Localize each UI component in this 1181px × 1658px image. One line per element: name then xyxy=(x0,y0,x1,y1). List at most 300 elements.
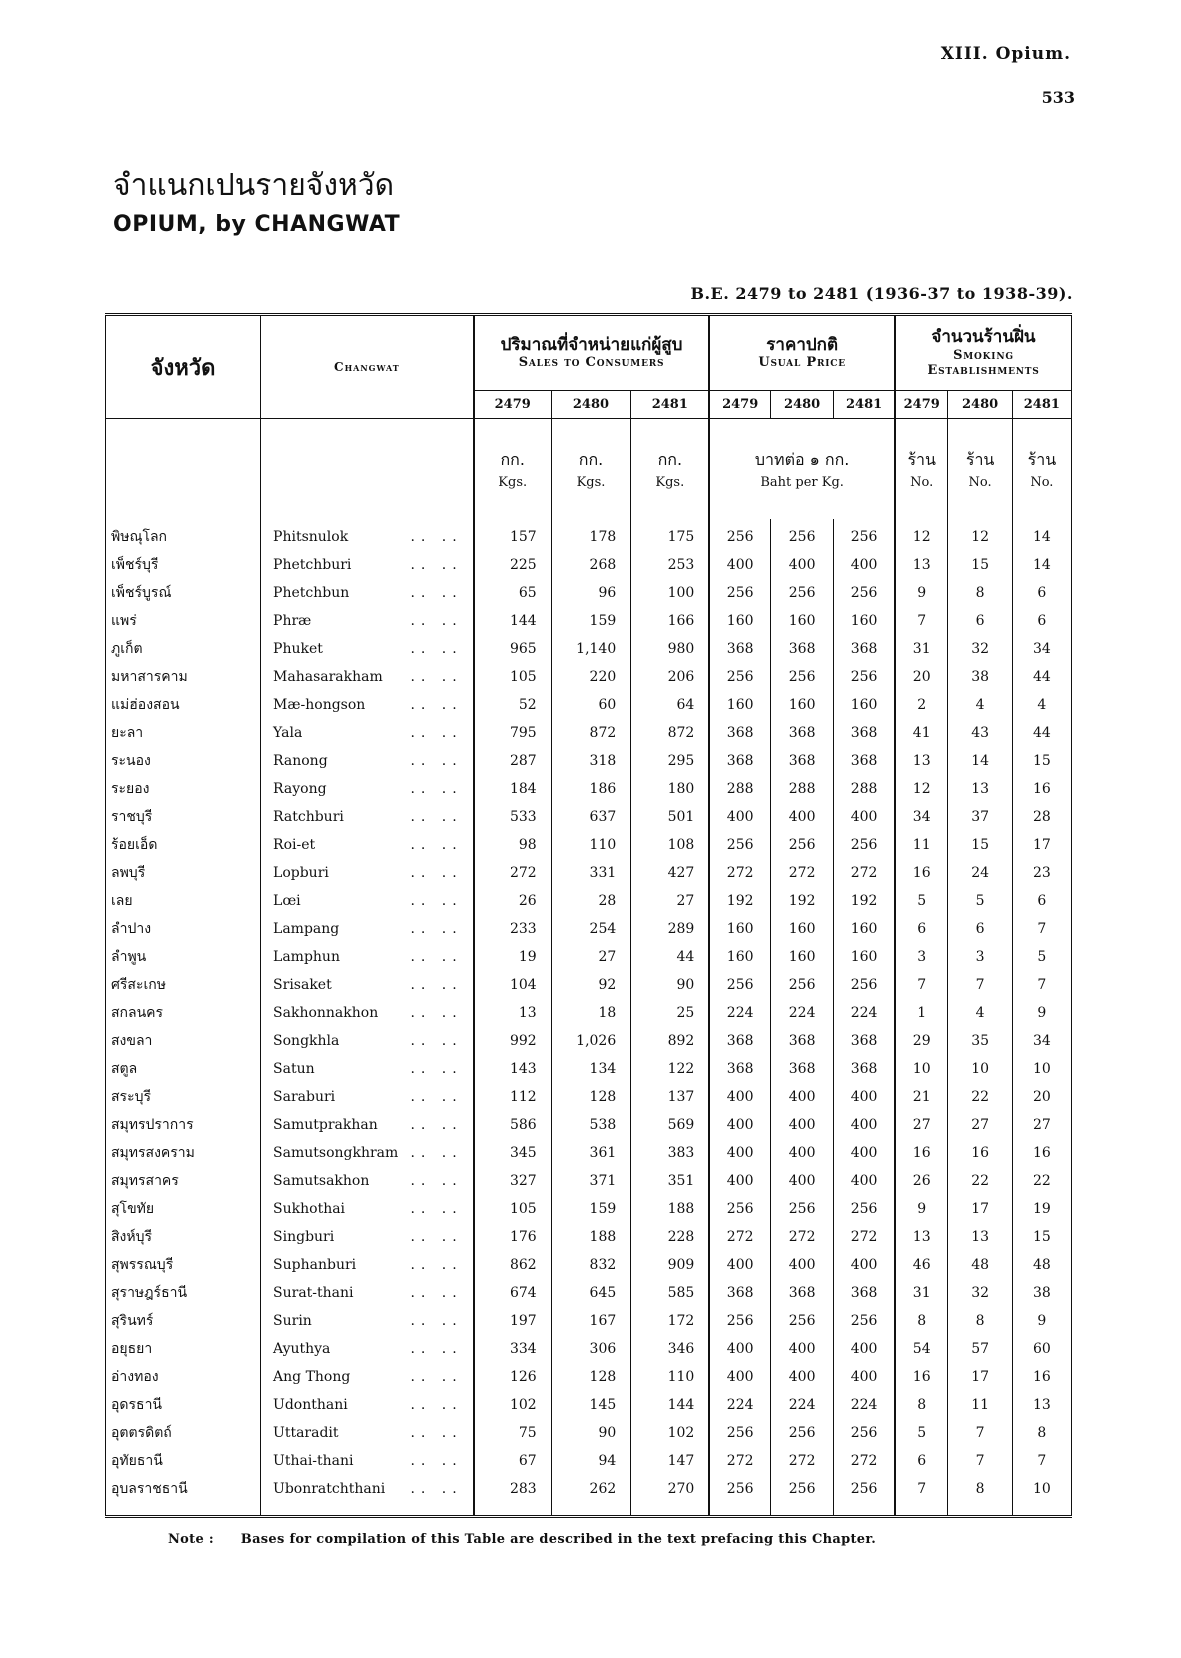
price-2480: 160 xyxy=(771,607,834,635)
est-2481: 27 xyxy=(1012,1111,1071,1139)
price-2480: 400 xyxy=(771,1139,834,1167)
sales-2481: 172 xyxy=(631,1307,710,1335)
changwat-en: Singburi .. .. xyxy=(261,1223,474,1251)
sales-2479: 104 xyxy=(474,971,552,999)
price-2480: 368 xyxy=(771,1279,834,1307)
sales-2481: 501 xyxy=(631,803,710,831)
est-2481: 38 xyxy=(1012,1279,1071,1307)
est-2481: 44 xyxy=(1012,719,1071,747)
sales-2481: 90 xyxy=(631,971,710,999)
price-2481: 400 xyxy=(834,1083,895,1111)
sales-2481: 27 xyxy=(631,887,710,915)
price-2481: 256 xyxy=(834,663,895,691)
est-2480: 57 xyxy=(948,1335,1012,1363)
sales-2480: 637 xyxy=(551,803,631,831)
sales-2479: 143 xyxy=(474,1055,552,1083)
price-2480: 272 xyxy=(771,859,834,887)
est-2479: 16 xyxy=(895,1139,948,1167)
est-2479: 7 xyxy=(895,971,948,999)
price-2481: 224 xyxy=(834,1391,895,1419)
est-2479: 10 xyxy=(895,1055,948,1083)
est-2479: 31 xyxy=(895,1279,948,1307)
est-2479: 7 xyxy=(895,1475,948,1503)
changwat-en: Samutsongkhram .. .. xyxy=(261,1139,474,1167)
est-2481: 6 xyxy=(1012,579,1071,607)
price-2479: 288 xyxy=(709,775,770,803)
price-2479: 256 xyxy=(709,519,770,551)
price-2480: 400 xyxy=(771,1167,834,1195)
sales-2479: 13 xyxy=(474,999,552,1027)
est-2481: 48 xyxy=(1012,1251,1071,1279)
changwat-en: Udonthani .. .. xyxy=(261,1391,474,1419)
table-row xyxy=(106,1223,1072,1251)
col-header-changwat-en: Changwat xyxy=(261,315,474,419)
table-row xyxy=(106,1111,1072,1139)
sales-2480: 128 xyxy=(551,1083,631,1111)
price-2480: 160 xyxy=(771,691,834,719)
year-header: 2480 xyxy=(771,391,834,419)
sales-2480: 96 xyxy=(551,579,631,607)
changwat-thai: สุรินทร์ xyxy=(111,1313,154,1329)
sales-2479: 862 xyxy=(474,1251,552,1279)
changwat-thai: สงขลา xyxy=(111,1033,153,1049)
year-header: 2480 xyxy=(551,391,631,419)
est-2480: 15 xyxy=(948,551,1012,579)
page-title-thai: จำแนกเปนรายจังหวัด xyxy=(113,168,395,203)
price-2480: 256 xyxy=(771,579,834,607)
changwat-thai: อุดรธานี xyxy=(111,1397,162,1413)
sales-2481: 44 xyxy=(631,943,710,971)
sales-2480: 159 xyxy=(551,1195,631,1223)
sales-2480: 178 xyxy=(551,519,631,551)
changwat-en: Samutprakhan .. .. xyxy=(261,1111,474,1139)
sales-2479: 75 xyxy=(474,1419,552,1447)
changwat-en: Roi-et .. .. xyxy=(261,831,474,859)
price-2481: 256 xyxy=(834,1307,895,1335)
est-2480: 8 xyxy=(948,1307,1012,1335)
table-row xyxy=(106,691,1072,719)
est-2480: 14 xyxy=(948,747,1012,775)
price-2480: 256 xyxy=(771,1307,834,1335)
sales-2481: 180 xyxy=(631,775,710,803)
changwat-en: Ubonratchthani .. .. xyxy=(261,1475,474,1503)
est-2481: 6 xyxy=(1012,607,1071,635)
price-2479: 400 xyxy=(709,1139,770,1167)
unit-cell: ร้าน No. xyxy=(895,419,948,520)
price-2480: 192 xyxy=(771,887,834,915)
sales-2480: 167 xyxy=(551,1307,631,1335)
changwat-en: Sukhothai .. .. xyxy=(261,1195,474,1223)
est-2480: 48 xyxy=(948,1251,1012,1279)
price-2481: 368 xyxy=(834,1027,895,1055)
est-2481: 16 xyxy=(1012,775,1071,803)
price-2481: 224 xyxy=(834,999,895,1027)
sales-2481: 270 xyxy=(631,1475,710,1503)
price-2479: 272 xyxy=(709,1223,770,1251)
est-2479: 16 xyxy=(895,859,948,887)
changwat-thai: สกลนคร xyxy=(111,1005,164,1021)
est-2479: 5 xyxy=(895,1419,948,1447)
est-2479: 3 xyxy=(895,943,948,971)
est-2481: 10 xyxy=(1012,1055,1071,1083)
est-2480: 10 xyxy=(948,1055,1012,1083)
changwat-thai: เพ็ชร์บุรี xyxy=(111,557,159,573)
table-row xyxy=(106,775,1072,803)
sales-2479: 176 xyxy=(474,1223,552,1251)
sales-2481: 122 xyxy=(631,1055,710,1083)
changwat-thai: ร้อยเอ็ด xyxy=(111,837,158,853)
table-row xyxy=(106,859,1072,887)
table-row xyxy=(106,1363,1072,1391)
table-row xyxy=(106,1391,1072,1419)
est-2480: 4 xyxy=(948,691,1012,719)
est-2480: 7 xyxy=(948,971,1012,999)
price-2480: 400 xyxy=(771,551,834,579)
price-2479: 160 xyxy=(709,915,770,943)
changwat-en: Phetchbun .. .. xyxy=(261,579,474,607)
changwat-en: Ratchburi .. .. xyxy=(261,803,474,831)
price-2480: 256 xyxy=(771,831,834,859)
price-header-thai: ราคาปกติ xyxy=(766,335,838,355)
price-2481: 272 xyxy=(834,1447,895,1475)
changwat-thai: ราชบุรี xyxy=(111,809,153,825)
sales-2480: 90 xyxy=(551,1419,631,1447)
sales-2480: 361 xyxy=(551,1139,631,1167)
table-row xyxy=(106,1027,1072,1055)
sales-2480: 1,026 xyxy=(551,1027,631,1055)
year-header: 2481 xyxy=(631,391,710,419)
price-2480: 368 xyxy=(771,719,834,747)
sales-2480: 1,140 xyxy=(551,635,631,663)
sales-2480: 262 xyxy=(551,1475,631,1503)
changwat-en: Uttaradit .. .. xyxy=(261,1419,474,1447)
sales-2481: 110 xyxy=(631,1363,710,1391)
price-2480: 400 xyxy=(771,1111,834,1139)
sales-2481: 188 xyxy=(631,1195,710,1223)
table-row xyxy=(106,1447,1072,1475)
sales-2480: 645 xyxy=(551,1279,631,1307)
price-2480: 256 xyxy=(771,1419,834,1447)
changwat-en: Lampang .. .. xyxy=(261,915,474,943)
price-2479: 368 xyxy=(709,635,770,663)
sales-2481: 427 xyxy=(631,859,710,887)
price-2481: 256 xyxy=(834,1475,895,1503)
est-2479: 13 xyxy=(895,551,948,579)
est-2480: 4 xyxy=(948,999,1012,1027)
changwat-en: Sakhonnakhon .. .. xyxy=(261,999,474,1027)
changwat-thai: สมุทรสงคราม xyxy=(111,1145,195,1161)
sales-2481: 108 xyxy=(631,831,710,859)
col-group-sales xyxy=(474,315,710,391)
changwat-thai: พิษณุโลก xyxy=(111,529,168,545)
changwat-en: Lœi .. .. xyxy=(261,887,474,915)
est-2481: 6 xyxy=(1012,887,1071,915)
year-header: 2479 xyxy=(709,391,770,419)
sales-2481: 166 xyxy=(631,607,710,635)
price-2479: 400 xyxy=(709,551,770,579)
est-2481: 7 xyxy=(1012,915,1071,943)
sales-2481: 64 xyxy=(631,691,710,719)
sales-2479: 105 xyxy=(474,663,552,691)
changwat-en: Surat-thani .. .. xyxy=(261,1279,474,1307)
year-header: 2479 xyxy=(895,391,948,419)
changwat-thai: ลำปาง xyxy=(111,921,152,937)
price-2480: 272 xyxy=(771,1447,834,1475)
price-2481: 368 xyxy=(834,635,895,663)
changwat-en: Saraburi .. .. xyxy=(261,1083,474,1111)
est-2479: 12 xyxy=(895,775,948,803)
table-row xyxy=(106,999,1072,1027)
price-2480: 368 xyxy=(771,1055,834,1083)
sales-2481: 25 xyxy=(631,999,710,1027)
sales-2479: 26 xyxy=(474,887,552,915)
changwat-en: Satun .. .. xyxy=(261,1055,474,1083)
changwat-thai: สมุทรสาคร xyxy=(111,1173,179,1189)
price-2481: 400 xyxy=(834,803,895,831)
sales-2480: 27 xyxy=(551,943,631,971)
price-2481: 160 xyxy=(834,607,895,635)
price-2480: 400 xyxy=(771,1083,834,1111)
est-2481: 7 xyxy=(1012,1447,1071,1475)
price-2479: 400 xyxy=(709,1335,770,1363)
est-2480: 32 xyxy=(948,635,1012,663)
table-row xyxy=(106,607,1072,635)
sales-2480: 60 xyxy=(551,691,631,719)
changwat-thai: อุบลราชธานี xyxy=(111,1481,188,1497)
sales-2480: 254 xyxy=(551,915,631,943)
sales-2479: 334 xyxy=(474,1335,552,1363)
sales-2479: 52 xyxy=(474,691,552,719)
est-2479: 21 xyxy=(895,1083,948,1111)
changwat-en: Ayuthya .. .. xyxy=(261,1335,474,1363)
year-header: 2481 xyxy=(834,391,895,419)
sales-2479: 795 xyxy=(474,719,552,747)
changwat-en: Mæ-hongson .. .. xyxy=(261,691,474,719)
est-2481: 20 xyxy=(1012,1083,1071,1111)
sales-2479: 283 xyxy=(474,1475,552,1503)
est-2479: 6 xyxy=(895,1447,948,1475)
sales-2481: 102 xyxy=(631,1419,710,1447)
price-2479: 256 xyxy=(709,663,770,691)
sales-2481: 147 xyxy=(631,1447,710,1475)
changwat-en: Surin .. .. xyxy=(261,1307,474,1335)
price-2480: 400 xyxy=(771,803,834,831)
price-2481: 400 xyxy=(834,1139,895,1167)
sales-2479: 105 xyxy=(474,1195,552,1223)
est-2480: 35 xyxy=(948,1027,1012,1055)
table-row xyxy=(106,1419,1072,1447)
price-2479: 400 xyxy=(709,1111,770,1139)
sales-2479: 225 xyxy=(474,551,552,579)
est-2479: 13 xyxy=(895,1223,948,1251)
est-2480: 8 xyxy=(948,1475,1012,1503)
est-2480: 3 xyxy=(948,943,1012,971)
changwat-thai: เพ็ชร์บูรณ์ xyxy=(111,585,172,601)
col-header-changwat-thai: จังหวัด xyxy=(150,355,216,381)
sales-2479: 157 xyxy=(474,519,552,551)
sales-2480: 306 xyxy=(551,1335,631,1363)
sales-2479: 965 xyxy=(474,635,552,663)
est-2481: 60 xyxy=(1012,1335,1071,1363)
sales-2480: 94 xyxy=(551,1447,631,1475)
sales-2481: 206 xyxy=(631,663,710,691)
price-2481: 368 xyxy=(834,747,895,775)
est-2479: 11 xyxy=(895,831,948,859)
price-2480: 272 xyxy=(771,1223,834,1251)
changwat-en: Rayong .. .. xyxy=(261,775,474,803)
est-2481: 34 xyxy=(1012,1027,1071,1055)
footnote-label: Note : xyxy=(168,1532,214,1547)
price-2481: 256 xyxy=(834,1419,895,1447)
sales-2480: 538 xyxy=(551,1111,631,1139)
est-2480: 37 xyxy=(948,803,1012,831)
price-2481: 400 xyxy=(834,1363,895,1391)
sales-2481: 346 xyxy=(631,1335,710,1363)
changwat-thai: สมุทรปราการ xyxy=(111,1117,194,1133)
table-row xyxy=(106,1279,1072,1307)
est-header-en-2: Establishments xyxy=(927,363,1040,379)
changwat-thai: แพร่ xyxy=(111,613,137,629)
sales-2480: 110 xyxy=(551,831,631,859)
price-2480: 256 xyxy=(771,1195,834,1223)
table-row xyxy=(106,635,1072,663)
sales-2481: 872 xyxy=(631,719,710,747)
price-2480: 160 xyxy=(771,915,834,943)
est-2481: 28 xyxy=(1012,803,1071,831)
est-2480: 27 xyxy=(948,1111,1012,1139)
est-2479: 6 xyxy=(895,915,948,943)
changwat-thai: สุราษฎร์ธานี xyxy=(111,1285,188,1301)
changwat-en: Phræ .. .. xyxy=(261,607,474,635)
footnote-text: Bases for compilation of this Table are described in the text prefacing this Chapter. xyxy=(240,1532,877,1547)
price-2479: 256 xyxy=(709,831,770,859)
est-2480: 43 xyxy=(948,719,1012,747)
changwat-en: Yala .. .. xyxy=(261,719,474,747)
price-2481: 256 xyxy=(834,1195,895,1223)
col-group-price xyxy=(709,315,895,391)
unit-cell: กก. Kgs. xyxy=(631,419,710,520)
price-2480: 256 xyxy=(771,1475,834,1503)
sales-2481: 137 xyxy=(631,1083,710,1111)
sales-2481: 144 xyxy=(631,1391,710,1419)
changwat-en: Phetchburi .. .. xyxy=(261,551,474,579)
est-2479: 54 xyxy=(895,1335,948,1363)
price-2480: 224 xyxy=(771,999,834,1027)
est-2479: 20 xyxy=(895,663,948,691)
unit-cell: กก. Kgs. xyxy=(474,419,552,520)
price-2481: 368 xyxy=(834,1279,895,1307)
changwat-thai: สตูล xyxy=(111,1061,138,1077)
price-2480: 400 xyxy=(771,1335,834,1363)
est-2479: 9 xyxy=(895,579,948,607)
price-2480: 160 xyxy=(771,943,834,971)
sales-2479: 272 xyxy=(474,859,552,887)
unit-cell: ร้าน No. xyxy=(948,419,1012,520)
price-2481: 160 xyxy=(834,691,895,719)
unit-cell: ร้าน No. xyxy=(1012,419,1071,520)
changwat-thai: สุโขทัย xyxy=(111,1201,155,1217)
sales-2481: 569 xyxy=(631,1111,710,1139)
sales-2481: 585 xyxy=(631,1279,710,1307)
sales-2480: 371 xyxy=(551,1167,631,1195)
table-row xyxy=(106,1335,1072,1363)
price-2479: 400 xyxy=(709,1251,770,1279)
sales-2479: 184 xyxy=(474,775,552,803)
est-2481: 19 xyxy=(1012,1195,1071,1223)
unit-cell: กก. Kgs. xyxy=(551,419,631,520)
price-2481: 368 xyxy=(834,1055,895,1083)
changwat-thai: อ่างทอง xyxy=(111,1369,159,1385)
price-2481: 400 xyxy=(834,1335,895,1363)
opium-table xyxy=(105,313,1072,1518)
price-2481: 400 xyxy=(834,551,895,579)
changwat-en: Lopburi .. .. xyxy=(261,859,474,887)
est-2480: 13 xyxy=(948,1223,1012,1251)
changwat-thai: อยุธยา xyxy=(111,1341,153,1357)
price-2479: 160 xyxy=(709,943,770,971)
est-header-thai: จำนวนร้านฝิ่น xyxy=(931,327,1036,348)
sales-2479: 197 xyxy=(474,1307,552,1335)
changwat-thai: ลำพูน xyxy=(111,949,147,965)
sales-2480: 186 xyxy=(551,775,631,803)
sales-2481: 980 xyxy=(631,635,710,663)
sales-2481: 909 xyxy=(631,1251,710,1279)
sales-2479: 586 xyxy=(474,1111,552,1139)
changwat-en: Mahasarakham .. .. xyxy=(261,663,474,691)
price-2481: 256 xyxy=(834,971,895,999)
changwat-en: Songkhla .. .. xyxy=(261,1027,474,1055)
price-2481: 256 xyxy=(834,519,895,551)
est-2480: 32 xyxy=(948,1279,1012,1307)
est-2481: 23 xyxy=(1012,859,1071,887)
price-2479: 160 xyxy=(709,607,770,635)
price-2479: 368 xyxy=(709,1055,770,1083)
est-2479: 2 xyxy=(895,691,948,719)
col-group-establishments xyxy=(895,315,1072,391)
price-2481: 288 xyxy=(834,775,895,803)
price-2481: 400 xyxy=(834,1111,895,1139)
est-2479: 9 xyxy=(895,1195,948,1223)
table-row xyxy=(106,915,1072,943)
price-2479: 368 xyxy=(709,1279,770,1307)
est-2480: 8 xyxy=(948,579,1012,607)
sales-2481: 351 xyxy=(631,1167,710,1195)
price-2479: 224 xyxy=(709,1391,770,1419)
changwat-thai: ระยอง xyxy=(111,781,150,797)
est-2480: 17 xyxy=(948,1363,1012,1391)
est-2480: 11 xyxy=(948,1391,1012,1419)
changwat-en: Srisaket .. .. xyxy=(261,971,474,999)
price-2481: 192 xyxy=(834,887,895,915)
changwat-thai: สระบุรี xyxy=(111,1089,151,1105)
est-2480: 15 xyxy=(948,831,1012,859)
sales-2480: 188 xyxy=(551,1223,631,1251)
est-2481: 10 xyxy=(1012,1475,1071,1503)
table-row xyxy=(106,1307,1072,1335)
changwat-en: Ranong .. .. xyxy=(261,747,474,775)
sales-2480: 92 xyxy=(551,971,631,999)
est-2480: 22 xyxy=(948,1083,1012,1111)
est-2479: 7 xyxy=(895,607,948,635)
est-2481: 16 xyxy=(1012,1139,1071,1167)
page-number: 533 xyxy=(1041,88,1075,107)
est-2481: 5 xyxy=(1012,943,1071,971)
table-row xyxy=(106,551,1072,579)
table-row xyxy=(106,943,1072,971)
changwat-thai: แม่ฮ่องสอน xyxy=(111,697,180,713)
price-2479: 160 xyxy=(709,691,770,719)
price-2480: 256 xyxy=(771,663,834,691)
